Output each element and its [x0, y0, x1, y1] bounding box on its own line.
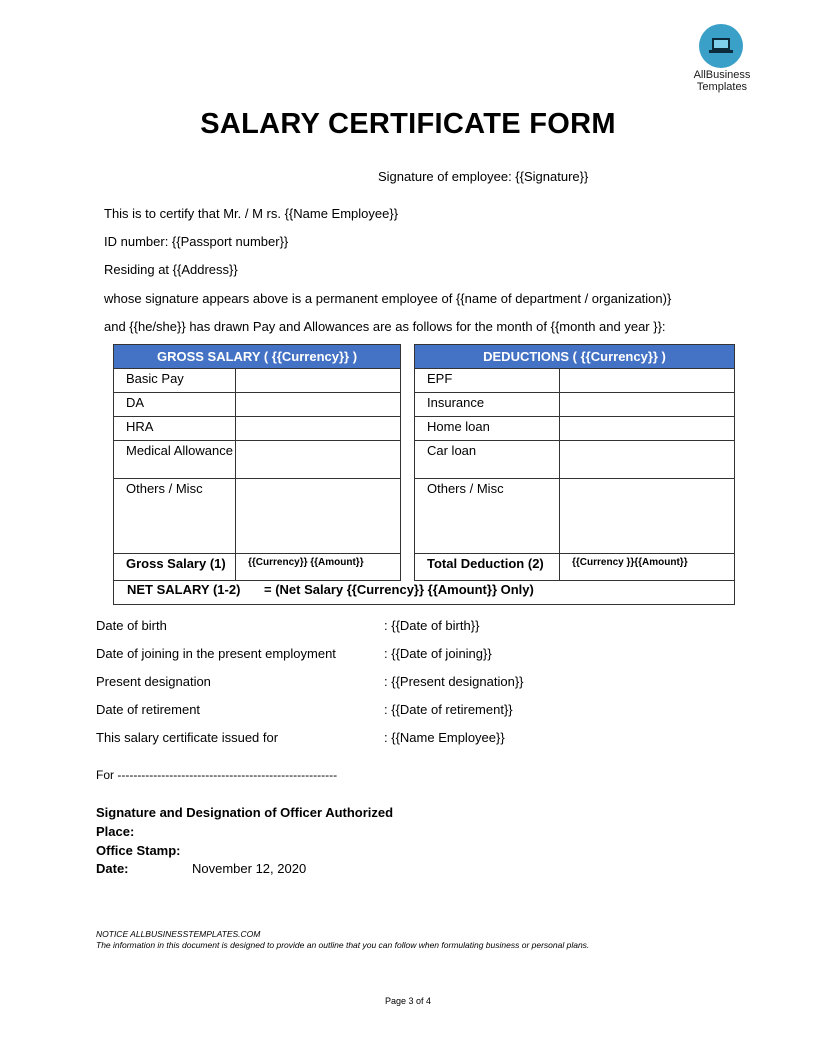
gross-row-value[interactable] [236, 393, 401, 417]
deduction-row-value[interactable] [560, 369, 735, 393]
intro-employee-of: whose signature appears above is a permanent employee of {{name of department / organization)} [104, 291, 672, 306]
gross-row-value[interactable] [236, 479, 401, 554]
deduction-row-value[interactable] [560, 441, 735, 479]
intro-id-number: ID number: {{Passport number}} [104, 234, 289, 249]
detail-label: Date of joining in the present employment [96, 646, 336, 661]
gross-salary-table [113, 344, 401, 581]
gross-row-label: DA [114, 393, 236, 417]
signature-of-employee: Signature of employee: {{Signature}} [378, 169, 589, 184]
place-label: Place: [96, 824, 135, 839]
page-number: Page 3 of 4 [384, 996, 432, 1006]
deductions-header: DEDUCTIONS ( {{Currency}} ) [415, 345, 735, 369]
deduction-row-label: EPF [415, 369, 560, 393]
intro-certify: This is to certify that Mr. / M rs. {{Name Employee}} [104, 206, 399, 221]
deductions-table [414, 344, 735, 581]
gross-row-value[interactable] [236, 441, 401, 479]
detail-value: : {{Date of joining}} [384, 646, 492, 661]
deduction-row-label: Others / Misc [415, 479, 560, 554]
logo-circle [699, 24, 743, 68]
laptop-icon [707, 36, 735, 56]
deduction-total-value: {{Currency }}{{Amount}} [560, 554, 735, 581]
detail-label: Present designation [96, 674, 211, 689]
notice-text: The information in this document is designed to provide an outline that you can follow when formulating business or personal plans. [96, 940, 590, 950]
for-line: For ------------------------------------------------------- [96, 768, 338, 782]
deduction-row-label: Home loan [415, 417, 560, 441]
deduction-row-value[interactable] [560, 417, 735, 441]
deduction-row-label: Car loan [415, 441, 560, 479]
gross-row-label: Others / Misc [114, 479, 236, 554]
detail-label: Date of birth [96, 618, 167, 633]
gross-row-value[interactable] [236, 417, 401, 441]
gross-row-label: HRA [114, 417, 236, 441]
net-salary-label: NET SALARY (1-2) [127, 582, 241, 597]
officer-signature-label: Signature and Designation of Officer Authorized [96, 805, 394, 820]
date-value: November 12, 2020 [192, 861, 307, 876]
logo-line1: AllBusiness [693, 69, 751, 81]
date-label: Date: [96, 861, 129, 876]
gross-salary-header: GROSS SALARY ( {{Currency}} ) [114, 345, 401, 369]
deduction-row-value[interactable] [560, 479, 735, 554]
net-salary-value: = (Net Salary {{Currency}} {{Amount}} Only) [264, 582, 534, 597]
detail-value: : {{Present designation}} [384, 674, 524, 689]
office-stamp-label: Office Stamp: [96, 843, 181, 858]
deduction-row-value[interactable] [560, 393, 735, 417]
detail-value: : {{Date of retirement}} [384, 702, 513, 717]
detail-label: Date of retirement [96, 702, 201, 717]
deduction-row-label: Insurance [415, 393, 560, 417]
logo-line2: Templates [696, 81, 748, 93]
deduction-total-label: Total Deduction (2) [415, 554, 560, 581]
detail-label: This salary certificate issued for [96, 730, 279, 745]
intro-residing: Residing at {{Address}} [104, 262, 238, 277]
gross-row-label: Basic Pay [114, 369, 236, 393]
detail-value: : {{Name Employee}} [384, 730, 505, 745]
gross-row-label: Medical Allowance [114, 441, 236, 479]
gross-total-value: {{Currency}} {{Amount}} [236, 554, 401, 581]
net-salary-row [113, 580, 735, 605]
detail-value: : {{Date of birth}} [384, 618, 480, 633]
notice-title: NOTICE ALLBUSINESSTEMPLATES.COM [96, 929, 261, 939]
gross-row-value[interactable] [236, 369, 401, 393]
intro-month: and {{he/she}} has drawn Pay and Allowances are as follows for the month of {{month and year }}: [104, 319, 666, 334]
allbusiness-logo [680, 22, 764, 96]
page-title: SALARY CERTIFICATE FORM [200, 108, 616, 140]
logo-text [680, 69, 764, 93]
gross-total-label: Gross Salary (1) [114, 554, 236, 581]
